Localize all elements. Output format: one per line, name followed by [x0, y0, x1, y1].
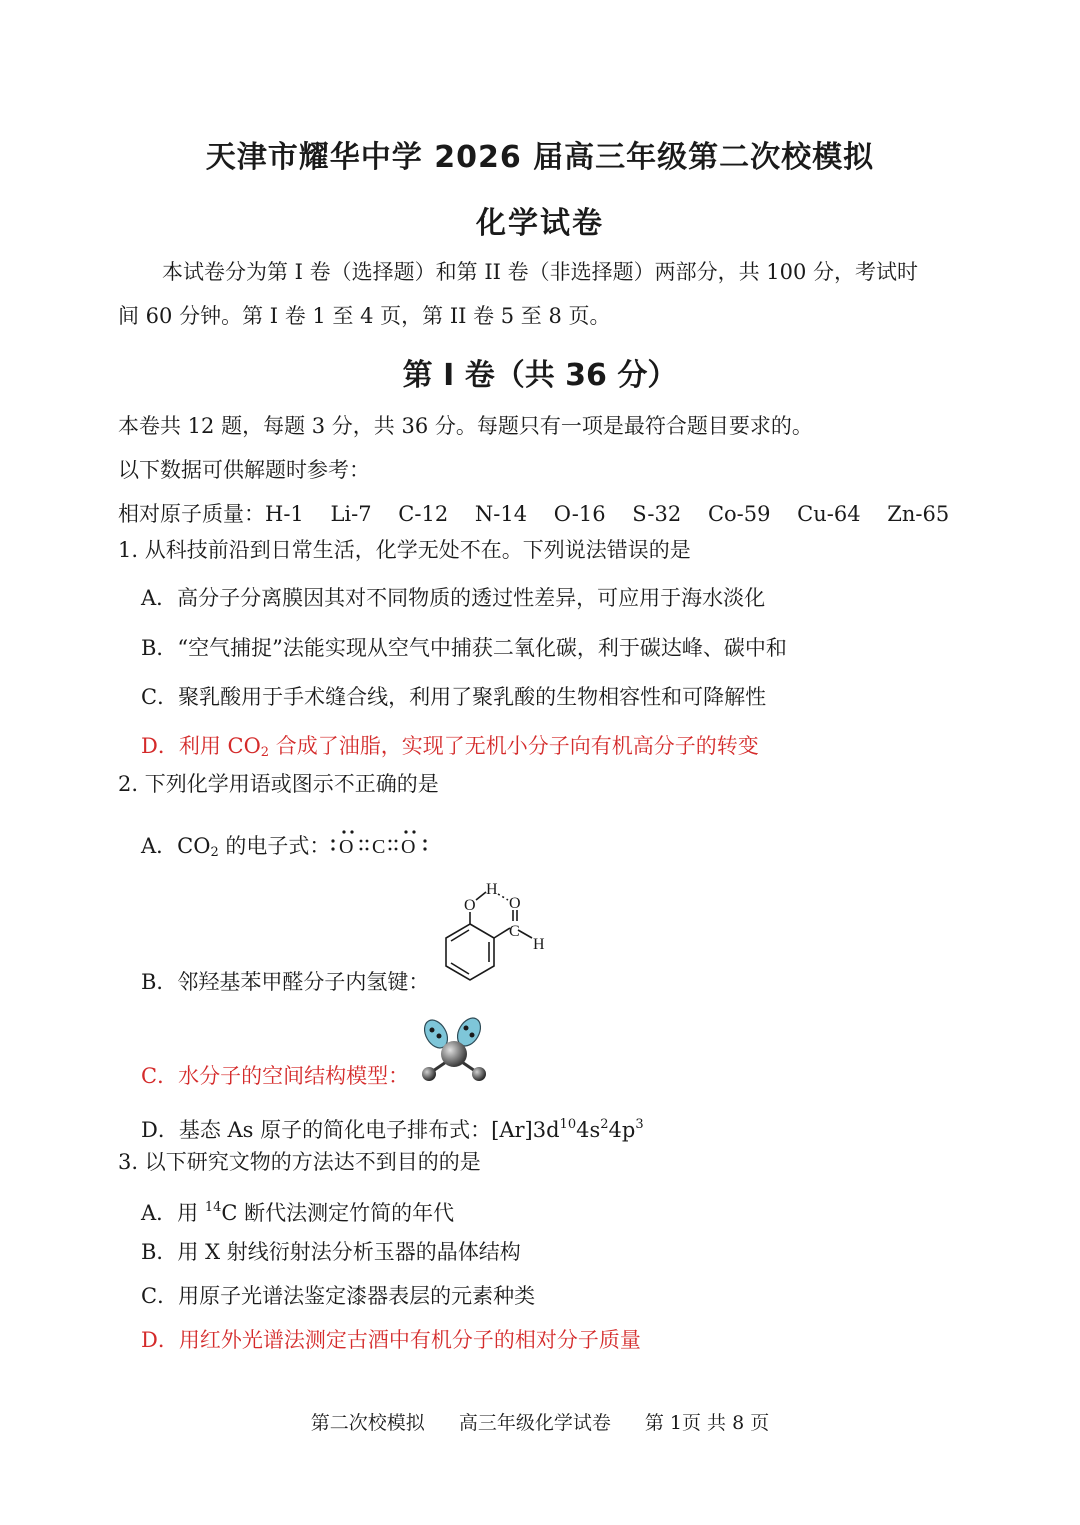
- exam-subject: 化学试卷: [476, 206, 604, 241]
- struct-h-hydroxyl: H: [486, 881, 498, 898]
- q2-option-b: B．邻羟基苯甲醛分子内氢键：: [141, 970, 430, 994]
- q2-option-a: [141, 832, 330, 867]
- struct-h-aldehyde: H: [533, 936, 545, 953]
- co2-c: C: [372, 836, 386, 858]
- reference-label: 以下数据可供解题时参考：: [118, 458, 370, 482]
- salicylaldehyde-structure: [428, 878, 558, 988]
- q2-option-d-text: D．基态 As 原子的简化电子排布式：: [141, 1118, 492, 1142]
- q3-option-a: [141, 1194, 454, 1227]
- q2-option-d-config: $[Ar]3d^{10}4s^24p^3$: [491, 1117, 644, 1142]
- exam-title: 天津市耀华中学 2026 届高三年级第二次校模拟: [205, 140, 875, 175]
- q1-option-d-sub: 2: [260, 745, 270, 760]
- q2-option-a-pre: A．CO: [141, 834, 211, 858]
- q3-option-d: D．用红外光谱法测定古酒中有机分子的相对分子质量: [141, 1328, 641, 1352]
- footer-page: 第 1页 共 8 页: [644, 1412, 770, 1434]
- q1-option-a: A．高分子分离膜因其对不同物质的透过性差异，可应用于海水淡化: [141, 586, 766, 610]
- footer-exam: 第二次校模拟: [310, 1412, 425, 1434]
- q3-option-a-post: C 断代法测定竹简的年代: [221, 1201, 455, 1225]
- q1-option-d: [141, 732, 759, 767]
- q1-option-d-post: 合成了油脂，实现了无机小分子向有机高分子的转变: [269, 734, 759, 758]
- co2-o-left: O: [339, 836, 354, 858]
- co2-electron-formula: [328, 826, 438, 862]
- q2-option-d: [141, 1111, 644, 1144]
- section-title: 第 I 卷（共 36 分）: [402, 358, 678, 393]
- water-molecule-model: [416, 1016, 496, 1088]
- question-3-stem: 3. 以下研究文物的方法达不到目的的是: [118, 1150, 481, 1174]
- q1-option-d-pre: D．利用 CO: [141, 734, 261, 758]
- struct-o-hydroxyl: O: [464, 897, 476, 914]
- page-footer: [0, 1408, 1080, 1435]
- q1-option-c: C．聚乳酸用于手术缝合线，利用了聚乳酸的生物相容性和可降解性: [141, 685, 767, 709]
- struct-o-carbonyl: O: [509, 895, 521, 912]
- intro-line-2: 间 60 分钟。第 I 卷 1 至 4 页，第 II 卷 5 至 8 页。: [118, 304, 611, 328]
- struct-c-aldehyde: C: [509, 923, 520, 940]
- co2-o-right: O: [401, 836, 416, 858]
- q2-option-a-sub: 2: [210, 845, 219, 860]
- q3-option-b: B．用 X 射线衍射法分析玉器的晶体结构: [141, 1240, 521, 1264]
- q3-option-a-sup: 14: [204, 1200, 222, 1215]
- intro-line-1: 本试卷分为第 I 卷（选择题）和第 II 卷（非选择题）两部分，共 100 分，考试时: [162, 260, 919, 284]
- question-2-stem: 2. 下列化学用语或图示不正确的是: [118, 772, 439, 796]
- atomic-masses: 相对原子质量：H-1 Li-7 C-12 N-14 O-16 S-32 Co-59 Cu-64 Zn-65: [118, 502, 950, 526]
- q2-option-c: C．水分子的空间结构模型：: [141, 1064, 410, 1088]
- section-desc: 本卷共 12 题，每题 3 分，共 36 分。每题只有一项是最符合题目要求的。: [118, 414, 813, 438]
- q3-option-a-pre: A．用: [141, 1201, 205, 1225]
- q2-option-a-post: 的电子式：: [218, 834, 331, 858]
- q3-option-c: C．用原子光谱法鉴定漆器表层的元素种类: [141, 1284, 536, 1308]
- question-1-stem: 1. 从科技前沿到日常生活，化学无处不在。下列说法错误的是: [118, 538, 691, 562]
- q1-option-b: B．“空气捕捉”法能实现从空气中捕获二氧化碳，利于碳达峰、碳中和: [141, 636, 787, 660]
- footer-paper: 高三年级化学试卷: [458, 1412, 611, 1434]
